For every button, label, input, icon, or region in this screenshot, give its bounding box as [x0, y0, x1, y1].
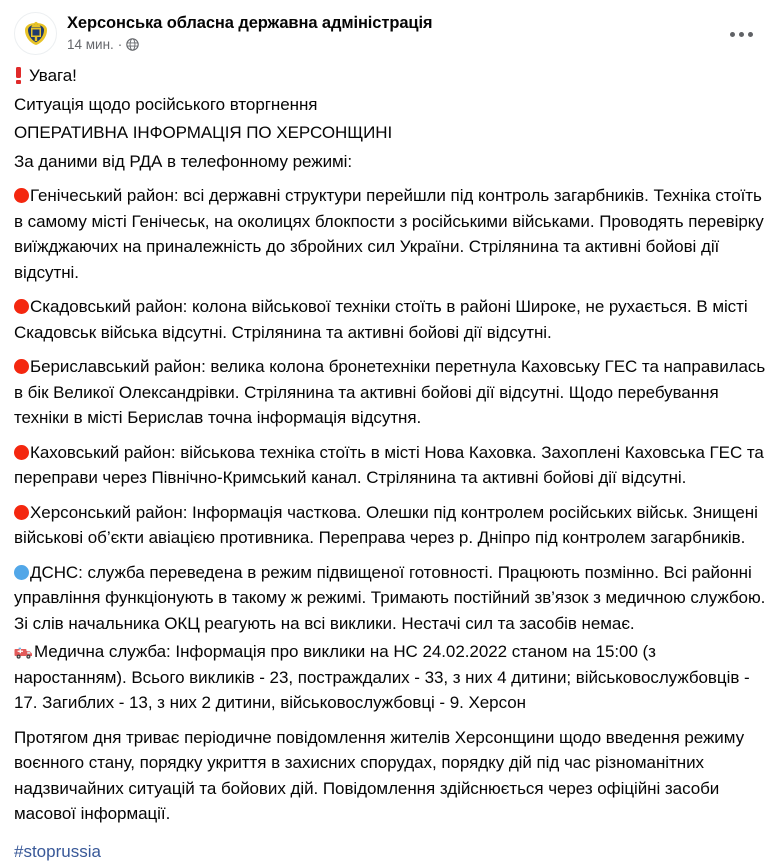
paragraph-text: ОПЕРАТИВНА ІНФОРМАЦІЯ ПО ХЕРСОНЩИНІ: [14, 123, 393, 142]
post-paragraph-attention: [14, 63, 766, 89]
hashtag-link[interactable]: #stoprussia: [14, 841, 101, 861]
paragraph-text: Увага!: [29, 66, 77, 85]
post-author-block: [67, 12, 432, 53]
ambulance-icon: [14, 645, 33, 660]
paragraph-text: Каховський район: військова техніка стоїть в місті Нова Каховка. Захоплені Каховська ГЕС та переправи через Північно-Кримський канал. Стрілянина та активні бойові дії відсутні.: [14, 442, 764, 487]
globe-icon[interactable]: [126, 38, 139, 51]
post-header: [0, 0, 780, 59]
post-meta: [67, 36, 432, 53]
paragraph-text: Генічеський район: всі державні структури перейшли під контроль загарбників. Техніка стоїть в самому місті Генічеськ, на околицях блокпости з російськими військами. Проводять перевірку виїжджаючих на приналежність до збройних сил України. Стрілянина та активні бойові дії відсутні.: [14, 186, 764, 282]
paragraph-text: Скадовський район: колона військової техніки стоїть в районі Широке, не рухається. В місті Скадовськ війська відсутні. Стрілянина та активні бойові дії відсутні.: [14, 297, 748, 342]
avatar[interactable]: [14, 12, 57, 55]
more-dot: [739, 32, 744, 37]
post-paragraph-medical: [14, 639, 766, 716]
post-paragraph-source: [14, 149, 766, 175]
post-paragraph-skadovsk: [14, 294, 766, 345]
more-dot: [748, 32, 753, 37]
red-circle-icon: [14, 445, 29, 460]
page-name[interactable]: Херсонська обласна державна адміністрація: [67, 14, 433, 32]
paragraph-text: Протягом дня триває періодичне повідомлення жителів Херсонщини щодо введення режиму воєнного стану, порядку укриття в захисних спорудах, порядку дій під час різноманітних надзвичайних ситуацій та бойових дій. Повідомлення здійснюється через офіційні засоби масової інформації.: [14, 727, 745, 823]
more-options-button[interactable]: [724, 22, 758, 46]
post-timestamp[interactable]: 14 мин.: [67, 37, 114, 52]
post-paragraph-dsns: [14, 560, 766, 637]
paragraph-text: Бериславський район: велика колона бронетехніки перетнула Каховську ГЕС та направилась в бік Великої Олександрівки. Стрілянина та активні бойові дії відсутні. Щодо перебування техніки в місті Берислав точна інформація відсутня.: [14, 357, 766, 427]
red-circle-icon: [14, 299, 29, 314]
post-paragraph-beryslav: [14, 354, 766, 431]
post-paragraph-situation: [14, 92, 766, 118]
red-circle-icon: [14, 359, 29, 374]
post-paragraph-headline: [14, 120, 766, 146]
post-paragraph-henichesk: [14, 183, 766, 285]
red-circle-icon: [14, 505, 29, 520]
paragraph-text: За даними від РДА в телефонному режимі:: [14, 151, 353, 171]
more-dot: [730, 32, 735, 37]
paragraph-text: Медична служба: Інформація про виклики на НС 24.02.2022 станом на 15:00 (з наростанням). Всього викликів - 23, постраждалих - 33, з них 4 дитини; військовослужбовців - 17. Загиблих - 13, з них 2 дитини, військовослужбовці - 9. Херсон: [14, 642, 750, 712]
post-paragraph-kherson: [14, 500, 766, 551]
meta-separator: ·: [117, 37, 123, 52]
red-circle-icon: [14, 188, 29, 203]
paragraph-text: Ситуація щодо російського вторгнення: [14, 94, 318, 114]
post-paragraph-notifications: [14, 725, 766, 827]
paragraph-text: Херсонський район: Інформація часткова. Олешки під контролем російських військ. Знищені військові об’єкти авіацією противника. Переправа через р. Дніпро під контролем загарбників.: [14, 502, 758, 547]
post-body: [0, 59, 780, 864]
exclamation-mark-icon: [14, 67, 25, 84]
coat-of-arms-icon: [18, 16, 54, 52]
post-paragraph-kakhovka: [14, 440, 766, 491]
blue-circle-icon: [14, 565, 29, 580]
paragraph-text: ДСНС: служба переведена в режим підвищеної готовності. Працюють позмінно. Всі районні управління функціонують в такому ж режимі. Тримають постійний зв’язок з медичною службою. Зі слів начальника ОКЦ реагують на всі виклики. Нестачі сил та засобів немає.: [14, 562, 766, 633]
